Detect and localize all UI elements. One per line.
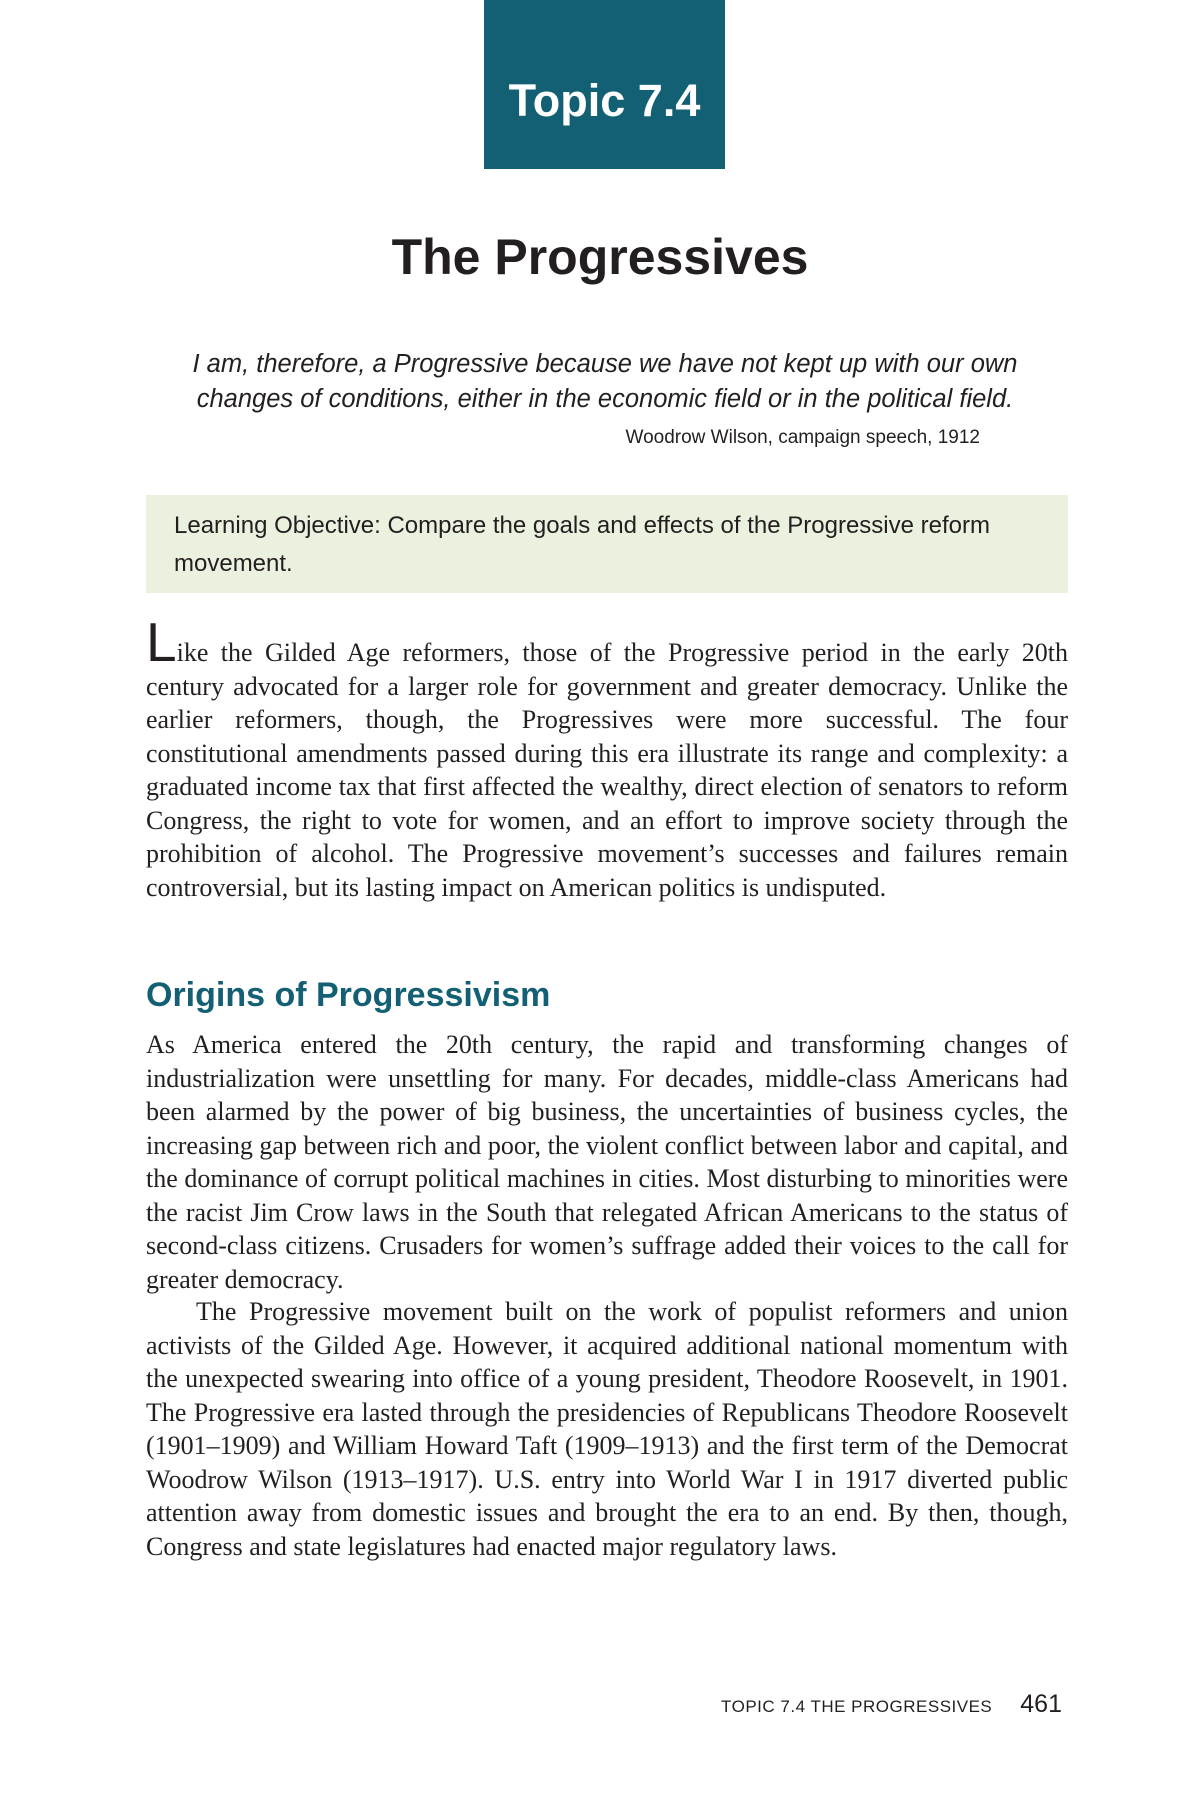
learning-objective-box: [146, 495, 1068, 593]
drop-cap: L: [146, 611, 177, 673]
learning-objective-text: : Compare the goals and effects of the Progressive reform movement.: [174, 512, 990, 577]
intro-paragraph: [146, 611, 1068, 904]
section-paragraph-1: As America entered the 20th century, the rapid and transforming changes of industrialization were unsettling for many. For decades, middle-class Americans had been alarmed by the power of big business, the uncertainties of business cycles, the increasing gap between rich and poor, the violent conflict between labor and capital, and the dominance of corrupt political machines in cities. Most disturbing to minorities were the racist Jim Crow laws in the South that relegated African Americans to the status of second-class citizens. Crusaders for women’s suffrage added their voices to the call for greater democracy.: [146, 1030, 1068, 1294]
running-head: TOPIC 7.4 THE PROGRESSIVES: [721, 1697, 993, 1716]
page-number: 461: [1020, 1690, 1062, 1718]
intro-text: ike the Gilded Age reformers, those of the Progressive period in the early 20th century advocated for a larger role for government and greater democracy. Unlike the earlier reformers, though, the Progressives were more successful. The four constitutional amendments passed during this era illustrate its range and complexity: a graduated income tax that first affected the wealthy, direct election of senators to reform Congress, the right to vote for women, and an effort to improve society through the prohibition of alcohol. The Progressive movement’s successes and failures remain controversial, but its lasting impact on American politics is undisputed.: [146, 638, 1068, 902]
page-title: The Progressives: [391, 229, 809, 285]
epigraph-quote: I am, therefore, a Progressive because we have not kept up with our own changes of conditions, either in the economic field or in the political field.: [192, 350, 1018, 413]
learning-objective-label: Learning Objective: [174, 512, 375, 539]
epigraph-attribution: Woodrow Wilson, campaign speech, 1912: [625, 427, 980, 448]
topic-tab-label: Topic 7.4: [508, 74, 701, 126]
page-footer: [721, 1690, 1062, 1719]
section-heading: Origins of Progressivism: [146, 976, 551, 1014]
section-paragraph-2: The Progressive movement built on the work of populist reformers and union activists of the Gilded Age. However, it acquired additional national momentum with the unexpected swearing into office of a young president, Theodore Roosevelt, in 1901. The Progressive era lasted through the presidencies of Republicans Theodore Roosevelt (1901–1909) and William Howard Taft (1909–1913) and the first term of the Democrat Woodrow Wilson (1913–1917). U.S. entry into World War I in 1917 diverted public attention away from domestic issues and brought the era to an end. By then, though, Congress and state legislatures had enacted major regulatory laws.: [146, 1297, 1068, 1561]
topic-tab: [484, 0, 725, 169]
